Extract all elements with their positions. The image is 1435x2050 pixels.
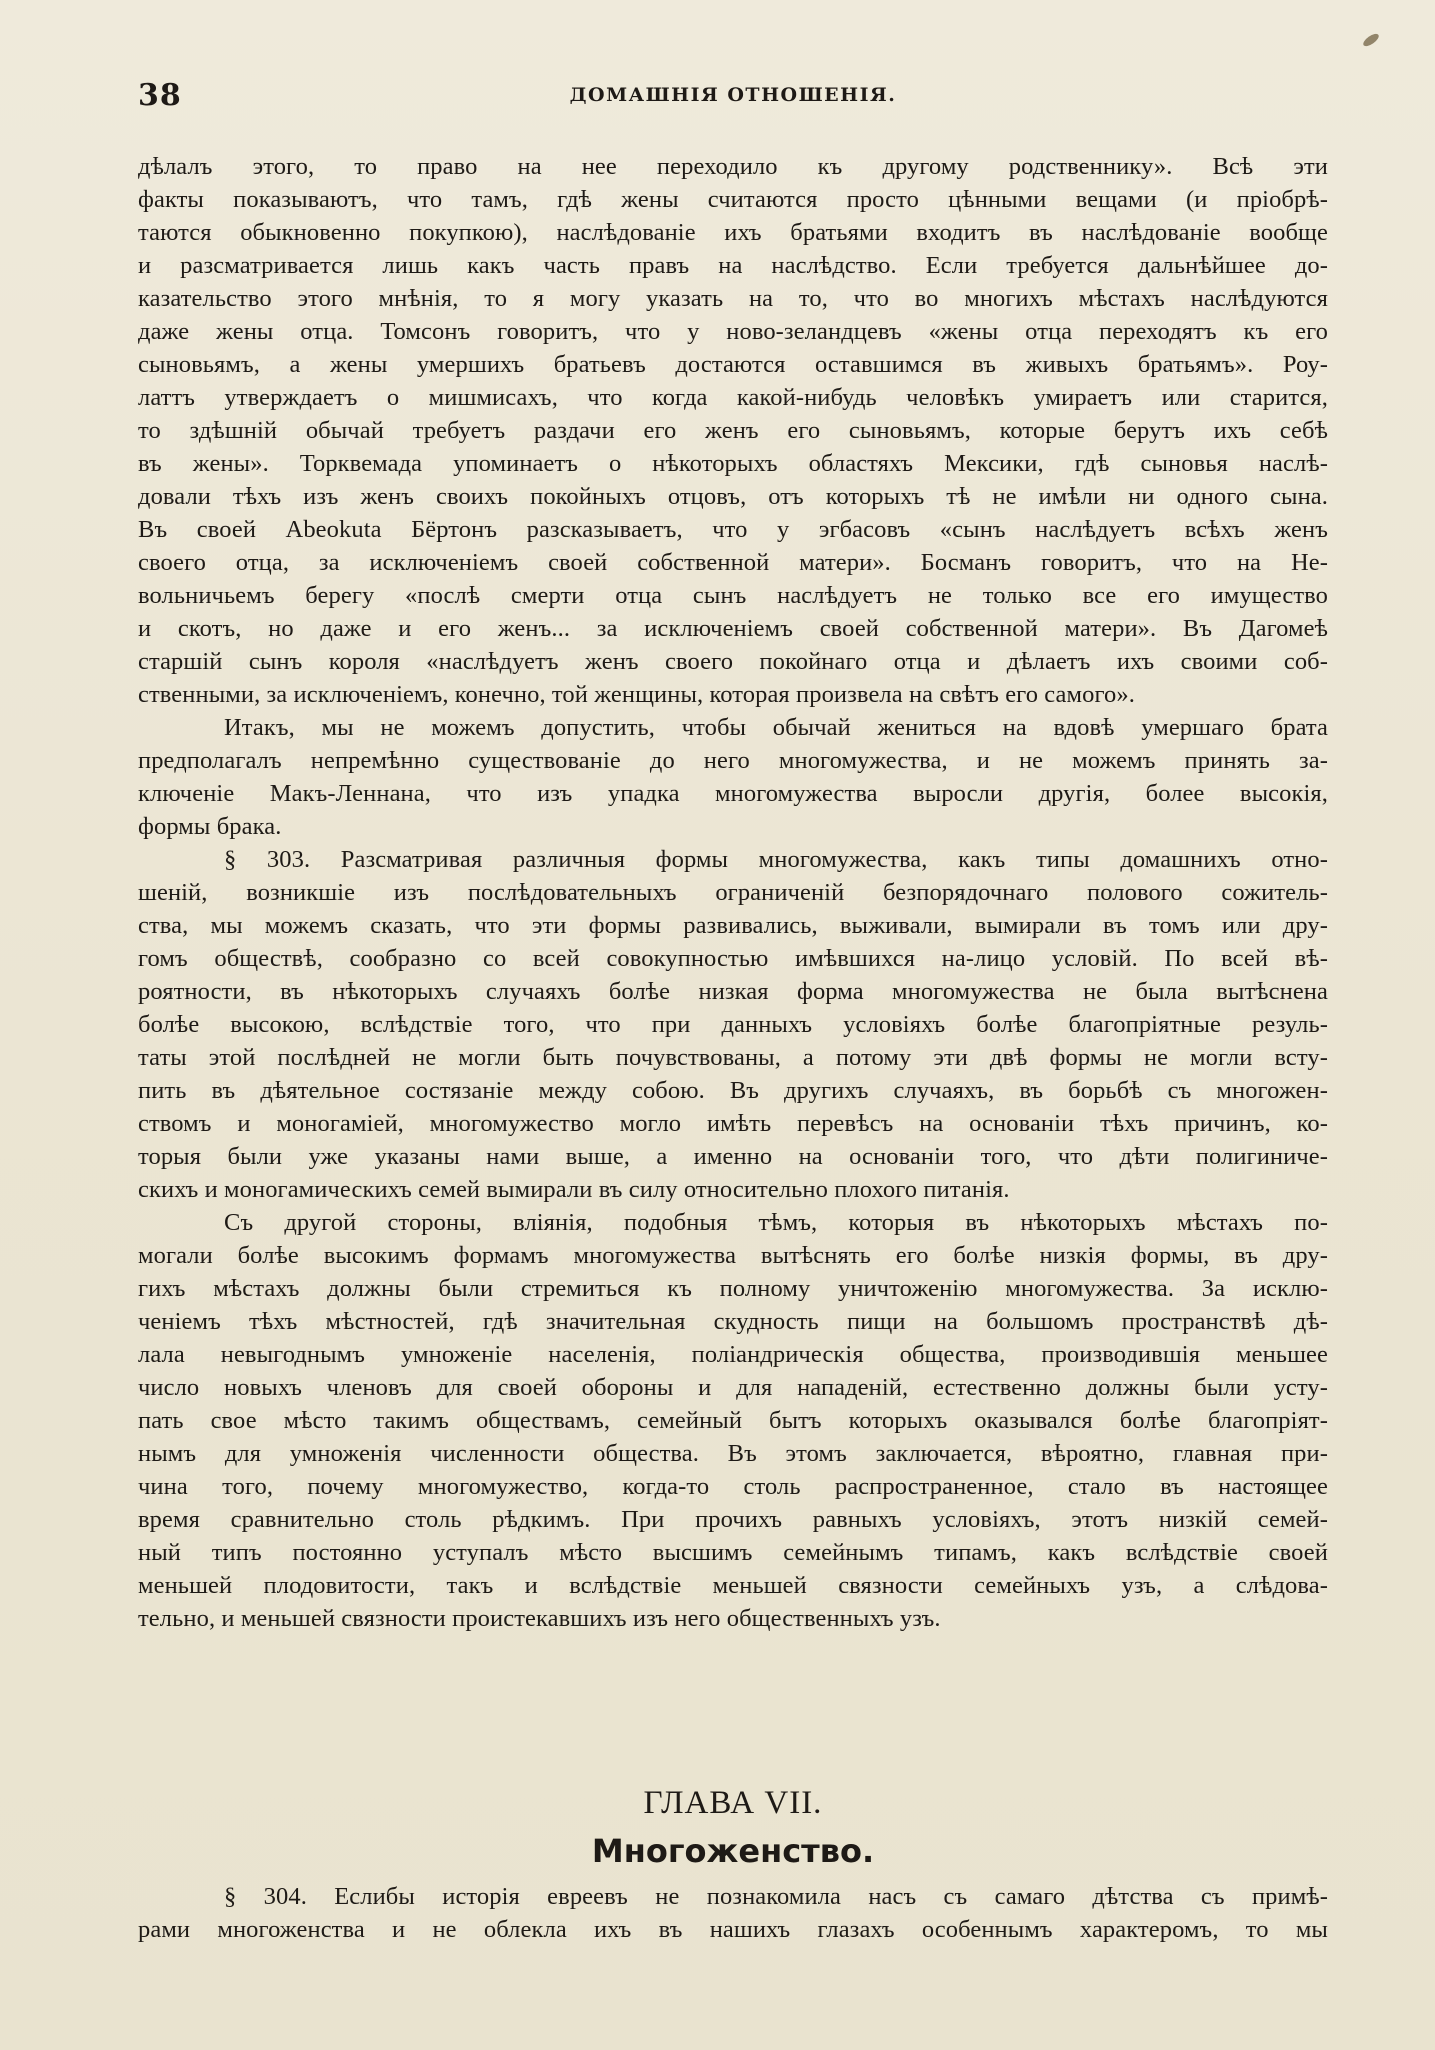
text-line: своего отца, за исключеніемъ своей собственной матери». Босманъ говоритъ, что на Не- <box>138 549 1328 576</box>
text-line: ный типъ постоянно уступалъ мѣсто высшимъ семейнымъ типамъ, какъ вслѣдствіе своей <box>138 1539 1328 1566</box>
text-line: факты показываютъ, что тамъ, гдѣ жены считаются просто цѣнными вещами (и пріобрѣ- <box>138 186 1328 213</box>
text-line: то здѣшній обычай требуетъ раздачи его женъ его сыновьямъ, которые берутъ ихъ себѣ <box>138 417 1328 444</box>
paragraph-1 <box>138 150 1328 711</box>
text-line: ственными, за исключеніемъ, конечно, той женщины, которая произвела на свѣтъ его самого». <box>138 681 1135 708</box>
text-line: Съ другой стороны, вліянія, подобныя тѣмъ, которыя въ нѣкоторыхъ мѣстахъ по- <box>224 1209 1328 1236</box>
running-title: ДОМАШНІЯ ОТНОШЕНІЯ. <box>569 84 897 106</box>
ink-spot <box>1361 32 1380 49</box>
text-line: Итакъ, мы не можемъ допустить, чтобы обычай жениться на вдовѣ умершаго брата <box>224 714 1328 741</box>
text-line: формы брака. <box>138 813 282 840</box>
text-line: скихъ и моногамическихъ семей вымирали въ силу относительно плохого питанія. <box>138 1176 1010 1203</box>
text-line: пить въ дѣятельное состязаніе между собою. Въ другихъ случаяхъ, въ борьбѣ съ многожен- <box>138 1077 1328 1104</box>
paragraph-3 <box>138 843 1328 1206</box>
text-line: время сравнительно столь рѣдкимъ. При прочихъ равныхъ условіяхъ, этотъ низкій семей- <box>138 1506 1328 1533</box>
text-line: меньшей плодовитости, такъ и вслѣдствіе меньшей связности семейныхъ узъ, а слѣдова- <box>138 1572 1328 1599</box>
text-line: могали болѣе высокимъ формамъ многомужества вытѣснять его болѣе низкія формы, въ дру- <box>138 1242 1328 1269</box>
text-line: число новыхъ членовъ для своей обороны и для нападеній, естественно должны были усту- <box>138 1374 1328 1401</box>
text-line: роятности, въ нѣкоторыхъ случаяхъ болѣе низкая форма многомужества не была вытѣснена <box>138 978 1328 1005</box>
text-line: сыновьямъ, а жены умершихъ братьевъ достаются оставшимся въ живыхъ братьямъ». Роу- <box>138 351 1328 378</box>
text-line: въ жены». Торквемада упоминаетъ о нѣкоторыхъ областяхъ Мексики, гдѣ сыновья наслѣ- <box>138 450 1328 477</box>
paragraph-2 <box>138 711 1328 843</box>
text-line: Въ своей Abeokuta Бёртонъ разсказываетъ, что у эгбасовъ «сынъ наслѣдуетъ всѣхъ женъ <box>138 516 1328 543</box>
text-line: шеній, возникшіе изъ послѣдовательныхъ ограниченій безпорядочнаго полового сожитель- <box>138 879 1328 906</box>
text-line: и разсматривается лишь какъ часть правъ на наслѣдство. Если требуется дальнѣйшее до- <box>138 252 1328 279</box>
chapter-subtitle: Многоженство. <box>591 1832 875 1870</box>
page-number: 38 <box>138 78 182 113</box>
chapter-opening-paragraph <box>138 1880 1328 1946</box>
text-line: ствомъ и моногаміей, многомужество могло имѣть перевѣсъ на основаніи тѣхъ причинъ, ко- <box>138 1110 1328 1137</box>
chapter-title: ГЛАВА VII. <box>643 1785 823 1821</box>
text-line: вольничьемъ берегу «послѣ смерти отца сынъ наслѣдуетъ не только все его имущество <box>138 582 1328 609</box>
text-line: нымъ для умноженія численности общества. Въ этомъ заключается, вѣроятно, главная при- <box>138 1440 1328 1467</box>
text-line: чина того, почему многомужество, когда-то столь распространенное, стало въ настоящее <box>138 1473 1328 1500</box>
text-line: таты этой послѣдней не могли быть почувствованы, а потому эти двѣ формы не могли всту- <box>138 1044 1328 1071</box>
text-line: латтъ утверждаетъ о мишмисахъ, что когда какой-нибудь человѣкъ умираетъ или старится, <box>138 384 1328 411</box>
text-line: рами многоженства и не облекла ихъ въ нашихъ глазахъ особеннымъ характеромъ, то мы <box>138 1916 1328 1943</box>
body-text <box>138 150 1328 1635</box>
text-line: гихъ мѣстахъ должны были стремиться къ полному уничтоженію многомужества. За исклю- <box>138 1275 1328 1302</box>
paragraph-4 <box>138 1206 1328 1635</box>
text-line: лала невыгоднымъ умноженіе населенія, поліандрическія общества, производившія меньшее <box>138 1341 1328 1368</box>
text-line: торыя были уже указаны нами выше, а именно на основаніи того, что дѣти полигиниче- <box>138 1143 1328 1170</box>
text-line: казательство этого мнѣнія, то я могу указать на то, что во многихъ мѣстахъ наслѣдуются <box>138 285 1328 312</box>
text-line: довали тѣхъ изъ женъ своихъ покойныхъ отцовъ, отъ которыхъ тѣ не имѣли ни одного сына. <box>138 483 1328 510</box>
text-line: и скотъ, но даже и его женъ... за исключеніемъ своей собственной матери». Въ Дагомеѣ <box>138 615 1328 642</box>
text-line: ключеніе Макъ-Леннана, что изъ упадка многомужества выросли другія, более высокія, <box>138 780 1328 807</box>
text-line: предполагалъ непремѣнно существованіе до него многомужества, и не можемъ принять за- <box>138 747 1328 774</box>
text-line: дѣлалъ этого, то право на нее переходило къ другому родственнику». Всѣ эти <box>138 153 1328 180</box>
text-line: § 304. Еслибы исторія евреевъ не познакомила насъ съ самаго дѣтства съ примѣ- <box>224 1883 1328 1910</box>
text-line: ченіемъ тѣхъ мѣстностей, гдѣ значительная скудность пищи на большомъ пространствѣ дѣ- <box>138 1308 1328 1335</box>
text-line: ства, мы можемъ сказать, что эти формы развивались, выживали, вымирали въ томъ или дру- <box>138 912 1328 939</box>
text-line: таются обыкновенно покупкою), наслѣдованіе ихъ братьями входитъ въ наслѣдованіе вообще <box>138 219 1328 246</box>
text-line: тельно, и меньшей связности проистекавшихъ изъ него общественныхъ узъ. <box>138 1605 941 1632</box>
text-line: § 303. Разсматривая различныя формы многомужества, какъ типы домашнихъ отно- <box>224 846 1328 873</box>
text-line: пать свое мѣсто такимъ обществамъ, семейный бытъ которыхъ оказывался болѣе благопріят- <box>138 1407 1328 1434</box>
text-line: старшій сынъ короля «наслѣдуетъ женъ своего покойнаго отца и дѣлаетъ ихъ своими соб- <box>138 648 1328 675</box>
text-line: гомъ обществѣ, сообразно со всей совокупностью имѣвшихся на-лицо условій. По всей вѣ- <box>138 945 1328 972</box>
text-line: болѣе высокою, вслѣдствіе того, что при данныхъ условіяхъ болѣе благопріятные резуль- <box>138 1011 1328 1038</box>
text-line: даже жены отца. Томсонъ говоритъ, что у ново-зеландцевъ «жены отца переходятъ къ его <box>138 318 1328 345</box>
page-header <box>138 78 1328 118</box>
